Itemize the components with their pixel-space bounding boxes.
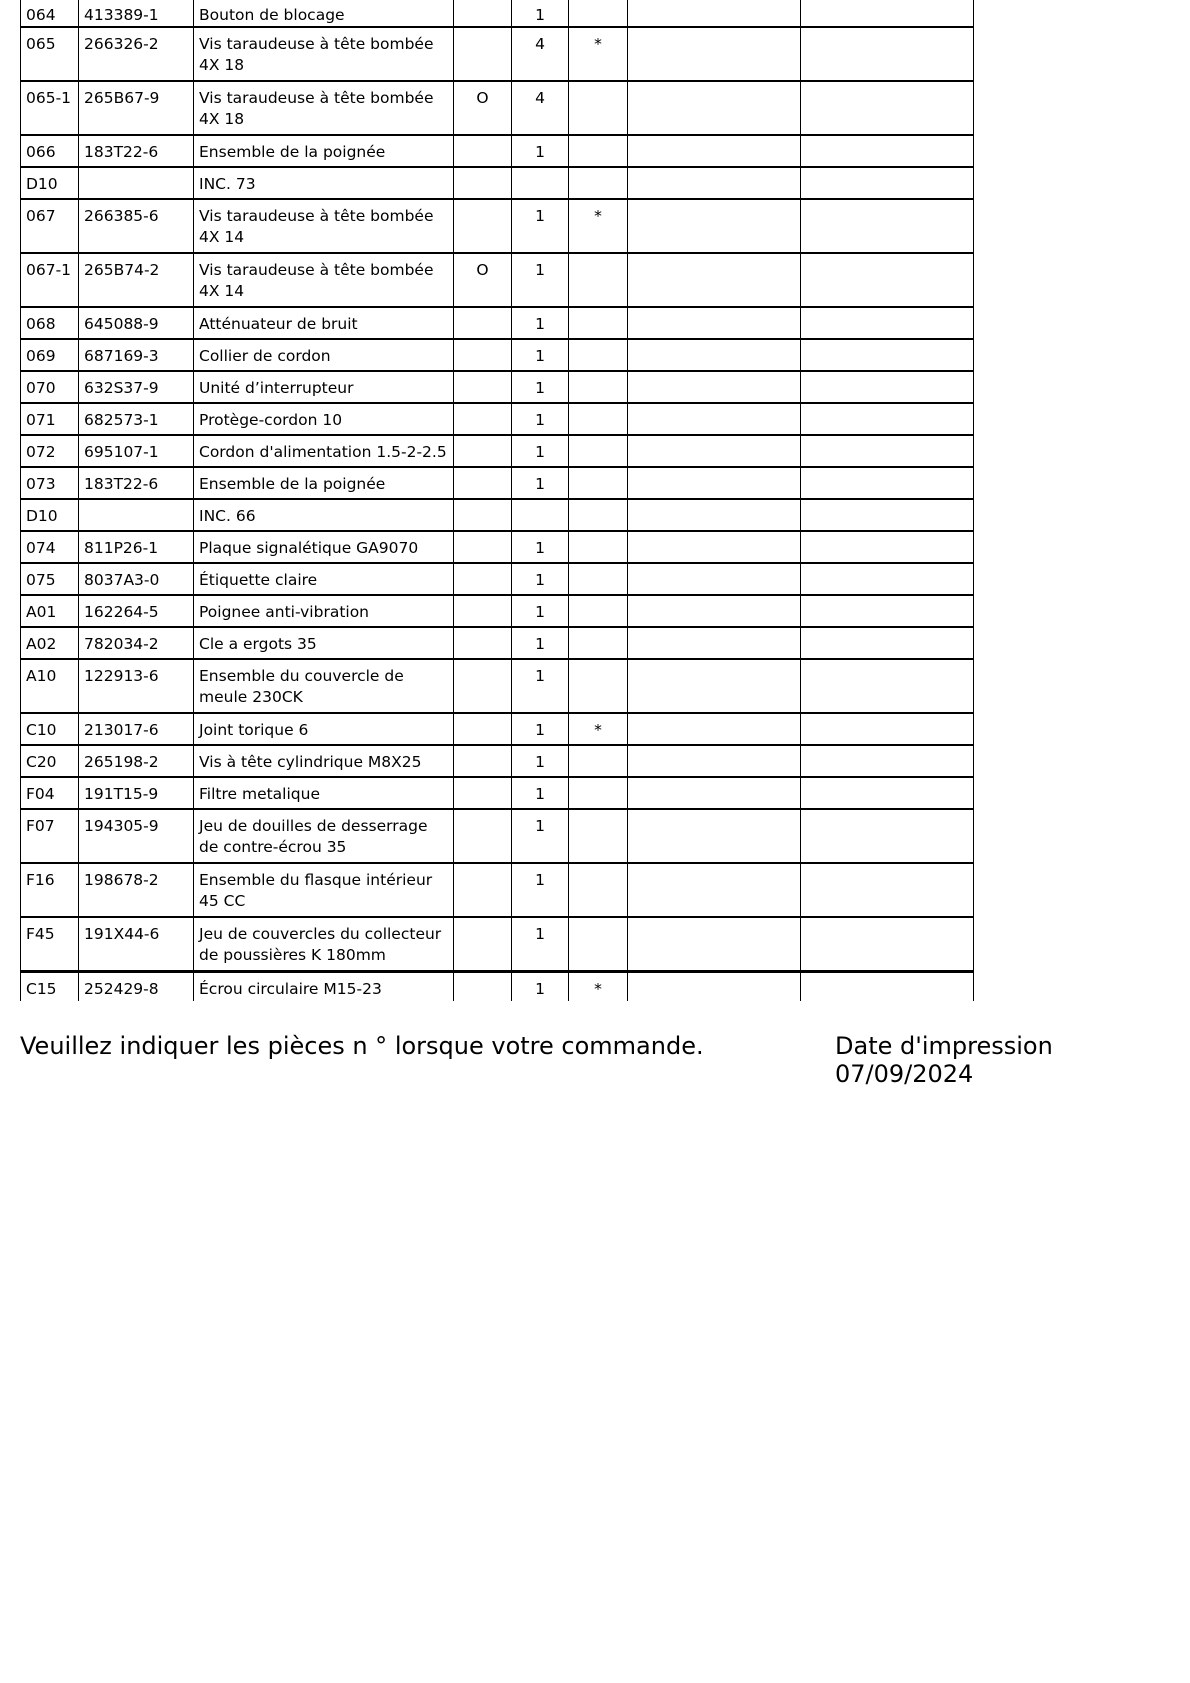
blank-cell	[628, 253, 801, 307]
blank-cell	[628, 595, 801, 627]
description-cell: Ensemble de la poignée	[194, 135, 454, 167]
blank-cell	[628, 627, 801, 659]
option-cell	[454, 339, 512, 371]
mark-cell	[569, 659, 628, 713]
item-number-cell: F45	[21, 917, 79, 971]
quantity-cell: 1	[512, 713, 569, 745]
table-row	[21, 199, 974, 253]
quantity-cell: 1	[512, 0, 569, 27]
table-row	[21, 0, 974, 27]
description-cell: Plaque signalétique GA9070	[194, 531, 454, 563]
table-row	[21, 659, 974, 713]
mark-cell: *	[569, 713, 628, 745]
part-number-cell: 8037A3-0	[79, 563, 194, 595]
part-number-cell: 191X44-6	[79, 917, 194, 971]
description-cell: Cordon d'alimentation 1.5-2-2.5	[194, 435, 454, 467]
description-cell: Vis taraudeuse à tête bombée 4X 18	[194, 81, 454, 135]
quantity-cell: 1	[512, 777, 569, 809]
item-number-cell: D10	[21, 499, 79, 531]
blank-cell	[801, 27, 974, 81]
table-row	[21, 339, 974, 371]
blank-cell	[801, 627, 974, 659]
blank-cell	[801, 917, 974, 971]
description-cell: Écrou circulaire M15-23	[194, 971, 454, 1001]
quantity-cell: 4	[512, 81, 569, 135]
part-number-cell: 183T22-6	[79, 135, 194, 167]
blank-cell	[628, 403, 801, 435]
mark-cell	[569, 563, 628, 595]
item-number-cell: 072	[21, 435, 79, 467]
description-cell: INC. 73	[194, 167, 454, 199]
table-row	[21, 253, 974, 307]
table-row	[21, 371, 974, 403]
option-cell	[454, 595, 512, 627]
item-number-cell: 067	[21, 199, 79, 253]
item-number-cell: A10	[21, 659, 79, 713]
part-number-cell: 191T15-9	[79, 777, 194, 809]
quantity-cell: 1	[512, 745, 569, 777]
blank-cell	[801, 809, 974, 863]
table-row	[21, 777, 974, 809]
blank-cell	[628, 745, 801, 777]
description-cell: Bouton de blocage	[194, 0, 454, 27]
mark-cell	[569, 917, 628, 971]
description-cell: Ensemble du flasque intérieur 45 CC	[194, 863, 454, 917]
option-cell	[454, 531, 512, 563]
table-row	[21, 745, 974, 777]
mark-cell	[569, 435, 628, 467]
option-cell	[454, 809, 512, 863]
blank-cell	[628, 167, 801, 199]
blank-cell	[801, 81, 974, 135]
print-date: Date d'impression 07/09/2024	[835, 1032, 1053, 1088]
option-cell	[454, 435, 512, 467]
description-cell: Cle a ergots 35	[194, 627, 454, 659]
mark-cell	[569, 777, 628, 809]
blank-cell	[628, 27, 801, 81]
part-number-cell: 265B74-2	[79, 253, 194, 307]
blank-cell	[801, 253, 974, 307]
part-number-cell: 687169-3	[79, 339, 194, 371]
quantity-cell: 1	[512, 199, 569, 253]
table-row	[21, 135, 974, 167]
blank-cell	[801, 339, 974, 371]
option-cell	[454, 371, 512, 403]
item-number-cell: 065	[21, 27, 79, 81]
item-number-cell: C10	[21, 713, 79, 745]
blank-cell	[801, 135, 974, 167]
mark-cell	[569, 467, 628, 499]
blank-cell	[628, 809, 801, 863]
blank-cell	[801, 595, 974, 627]
description-cell: Ensemble du couvercle de meule 230CK	[194, 659, 454, 713]
description-cell: Poignee anti-vibration	[194, 595, 454, 627]
table-row	[21, 167, 974, 199]
mark-cell	[569, 135, 628, 167]
mark-cell: *	[569, 199, 628, 253]
blank-cell	[801, 777, 974, 809]
blank-cell	[801, 199, 974, 253]
table-row	[21, 81, 974, 135]
quantity-cell: 1	[512, 627, 569, 659]
part-number-cell: 122913-6	[79, 659, 194, 713]
blank-cell	[628, 659, 801, 713]
table-row	[21, 27, 974, 81]
option-cell	[454, 745, 512, 777]
table-row	[21, 627, 974, 659]
item-number-cell: 064	[21, 0, 79, 27]
quantity-cell: 1	[512, 917, 569, 971]
part-number-cell: 265198-2	[79, 745, 194, 777]
description-cell: Joint torique 6	[194, 713, 454, 745]
blank-cell	[628, 371, 801, 403]
table-row	[21, 809, 974, 863]
blank-cell	[801, 167, 974, 199]
table-row	[21, 467, 974, 499]
blank-cell	[628, 0, 801, 27]
item-number-cell: 075	[21, 563, 79, 595]
description-cell: Atténuateur de bruit	[194, 307, 454, 339]
option-cell	[454, 467, 512, 499]
blank-cell	[628, 863, 801, 917]
item-number-cell: 066	[21, 135, 79, 167]
mark-cell	[569, 167, 628, 199]
item-number-cell: 067-1	[21, 253, 79, 307]
mark-cell	[569, 0, 628, 27]
quantity-cell: 1	[512, 563, 569, 595]
quantity-cell: 1	[512, 531, 569, 563]
quantity-cell: 1	[512, 971, 569, 1001]
mark-cell	[569, 863, 628, 917]
blank-cell	[628, 307, 801, 339]
description-cell: Jeu de couvercles du collecteur de poussières K 180mm	[194, 917, 454, 971]
quantity-cell: 1	[512, 135, 569, 167]
item-number-cell: 071	[21, 403, 79, 435]
option-cell	[454, 403, 512, 435]
part-number-cell: 213017-6	[79, 713, 194, 745]
description-cell: INC. 66	[194, 499, 454, 531]
parts-table	[20, 0, 974, 1001]
blank-cell	[628, 81, 801, 135]
table-row	[21, 971, 974, 1001]
option-cell	[454, 917, 512, 971]
description-cell: Vis à tête cylindrique M8X25	[194, 745, 454, 777]
mark-cell	[569, 253, 628, 307]
description-cell: Ensemble de la poignée	[194, 467, 454, 499]
table-row	[21, 713, 974, 745]
option-cell	[454, 0, 512, 27]
option-cell: O	[454, 81, 512, 135]
mark-cell: *	[569, 27, 628, 81]
option-cell	[454, 135, 512, 167]
item-number-cell: 073	[21, 467, 79, 499]
blank-cell	[801, 659, 974, 713]
mark-cell	[569, 627, 628, 659]
table-row	[21, 307, 974, 339]
blank-cell	[801, 971, 974, 1001]
part-number-cell: 194305-9	[79, 809, 194, 863]
description-cell: Vis taraudeuse à tête bombée 4X 14	[194, 253, 454, 307]
option-cell	[454, 27, 512, 81]
part-number-cell	[79, 499, 194, 531]
quantity-cell	[512, 499, 569, 531]
quantity-cell: 1	[512, 863, 569, 917]
part-number-cell: 198678-2	[79, 863, 194, 917]
table-row	[21, 595, 974, 627]
part-number-cell: 266326-2	[79, 27, 194, 81]
mark-cell	[569, 745, 628, 777]
blank-cell	[628, 199, 801, 253]
parts-table-body	[21, 0, 974, 1001]
table-row	[21, 863, 974, 917]
table-row	[21, 403, 974, 435]
part-number-cell: 413389-1	[79, 0, 194, 27]
item-number-cell: F07	[21, 809, 79, 863]
quantity-cell: 1	[512, 435, 569, 467]
blank-cell	[801, 713, 974, 745]
part-number-cell: 162264-5	[79, 595, 194, 627]
description-cell: Vis taraudeuse à tête bombée 4X 14	[194, 199, 454, 253]
blank-cell	[801, 563, 974, 595]
part-number-cell: 632S37-9	[79, 371, 194, 403]
description-cell: Vis taraudeuse à tête bombée 4X 18	[194, 27, 454, 81]
blank-cell	[801, 371, 974, 403]
item-number-cell: 069	[21, 339, 79, 371]
mark-cell	[569, 371, 628, 403]
blank-cell	[801, 0, 974, 27]
item-number-cell: D10	[21, 167, 79, 199]
blank-cell	[801, 863, 974, 917]
part-number-cell: 695107-1	[79, 435, 194, 467]
option-cell: O	[454, 253, 512, 307]
option-cell	[454, 627, 512, 659]
option-cell	[454, 863, 512, 917]
option-cell	[454, 167, 512, 199]
option-cell	[454, 563, 512, 595]
blank-cell	[628, 467, 801, 499]
part-number-cell: 782034-2	[79, 627, 194, 659]
blank-cell	[801, 745, 974, 777]
quantity-cell	[512, 167, 569, 199]
description-cell: Jeu de douilles de desserrage de contre-écrou 35	[194, 809, 454, 863]
blank-cell	[628, 777, 801, 809]
blank-cell	[801, 467, 974, 499]
table-row	[21, 499, 974, 531]
option-cell	[454, 713, 512, 745]
quantity-cell: 1	[512, 659, 569, 713]
item-number-cell: F16	[21, 863, 79, 917]
blank-cell	[801, 403, 974, 435]
mark-cell	[569, 307, 628, 339]
blank-cell	[628, 499, 801, 531]
blank-cell	[801, 435, 974, 467]
mark-cell: *	[569, 971, 628, 1001]
mark-cell	[569, 595, 628, 627]
option-cell	[454, 659, 512, 713]
quantity-cell: 1	[512, 467, 569, 499]
quantity-cell: 1	[512, 595, 569, 627]
item-number-cell: A01	[21, 595, 79, 627]
blank-cell	[628, 531, 801, 563]
description-cell: Unité d’interrupteur	[194, 371, 454, 403]
item-number-cell: C20	[21, 745, 79, 777]
quantity-cell: 4	[512, 27, 569, 81]
mark-cell	[569, 403, 628, 435]
option-cell	[454, 499, 512, 531]
blank-cell	[628, 339, 801, 371]
table-row	[21, 435, 974, 467]
quantity-cell: 1	[512, 371, 569, 403]
description-cell: Étiquette claire	[194, 563, 454, 595]
option-cell	[454, 199, 512, 253]
blank-cell	[628, 713, 801, 745]
table-row	[21, 563, 974, 595]
part-number-cell: 183T22-6	[79, 467, 194, 499]
description-cell: Filtre metalique	[194, 777, 454, 809]
table-row	[21, 917, 974, 971]
table-row	[21, 531, 974, 563]
item-number-cell: 068	[21, 307, 79, 339]
part-number-cell: 811P26-1	[79, 531, 194, 563]
part-number-cell: 265B67-9	[79, 81, 194, 135]
quantity-cell: 1	[512, 253, 569, 307]
blank-cell	[628, 971, 801, 1001]
item-number-cell: 065-1	[21, 81, 79, 135]
blank-cell	[628, 563, 801, 595]
quantity-cell: 1	[512, 339, 569, 371]
item-number-cell: F04	[21, 777, 79, 809]
description-cell: Protège-cordon 10	[194, 403, 454, 435]
part-number-cell	[79, 167, 194, 199]
mark-cell	[569, 499, 628, 531]
item-number-cell: A02	[21, 627, 79, 659]
order-instruction-note: Veuillez indiquer les pièces n ° lorsque votre commande.	[20, 1032, 704, 1060]
item-number-cell: C15	[21, 971, 79, 1001]
item-number-cell: 070	[21, 371, 79, 403]
part-number-cell: 266385-6	[79, 199, 194, 253]
mark-cell	[569, 809, 628, 863]
part-number-cell: 682573-1	[79, 403, 194, 435]
quantity-cell: 1	[512, 809, 569, 863]
mark-cell	[569, 339, 628, 371]
blank-cell	[801, 307, 974, 339]
quantity-cell: 1	[512, 307, 569, 339]
option-cell	[454, 307, 512, 339]
quantity-cell: 1	[512, 403, 569, 435]
mark-cell	[569, 81, 628, 135]
part-number-cell: 252429-8	[79, 971, 194, 1001]
item-number-cell: 074	[21, 531, 79, 563]
description-cell: Collier de cordon	[194, 339, 454, 371]
blank-cell	[801, 499, 974, 531]
option-cell	[454, 971, 512, 1001]
blank-cell	[801, 531, 974, 563]
part-number-cell: 645088-9	[79, 307, 194, 339]
blank-cell	[628, 435, 801, 467]
blank-cell	[628, 917, 801, 971]
mark-cell	[569, 531, 628, 563]
option-cell	[454, 777, 512, 809]
blank-cell	[628, 135, 801, 167]
